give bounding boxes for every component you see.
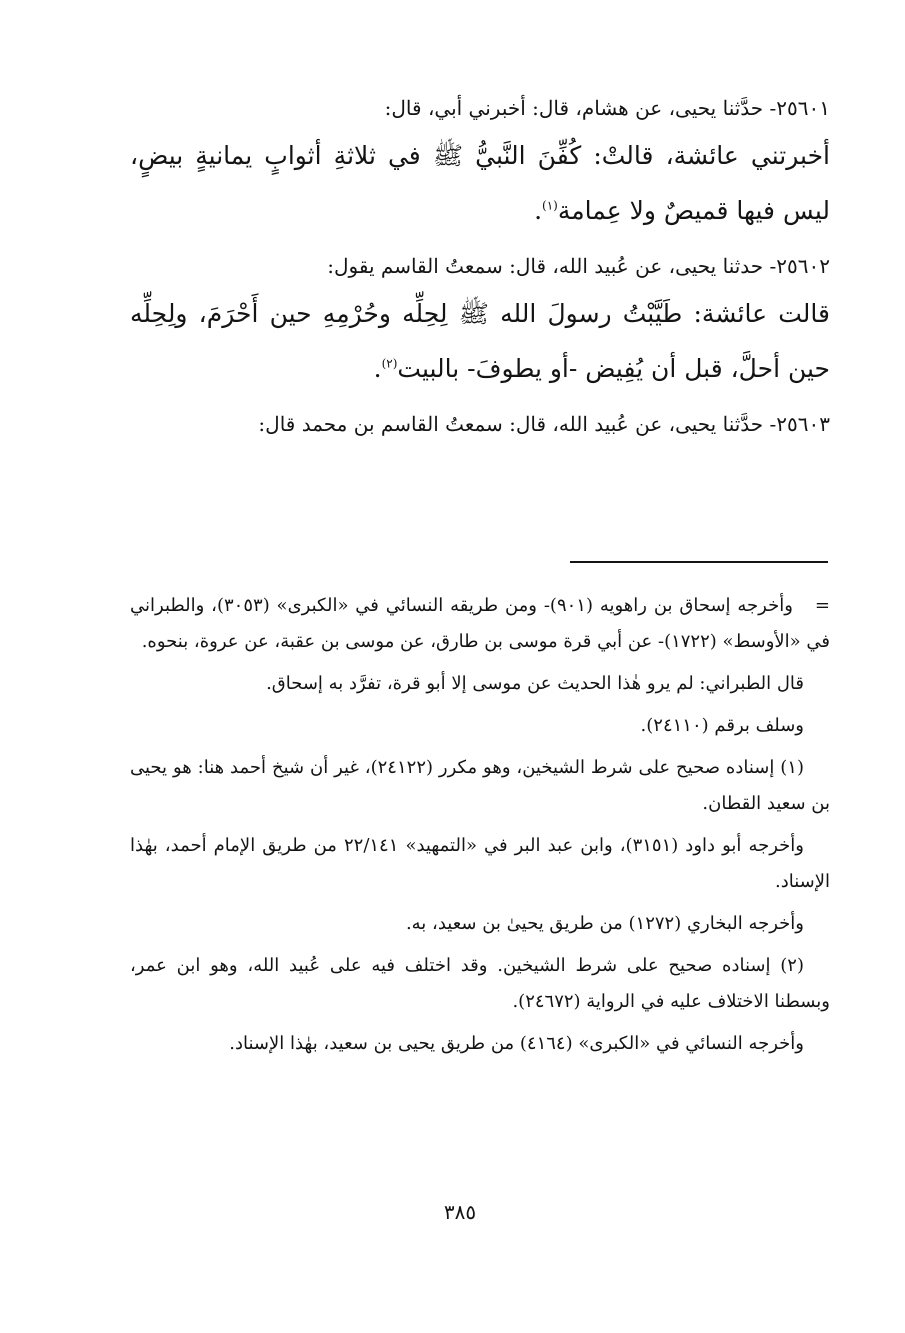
footnote-separator <box>570 561 828 563</box>
hadith-isnad: ٢٥٦٠١- حدَّثنا يحيى، عن هشام، قال: أخبرني أبي، قال: <box>384 96 830 120</box>
footnote-paragraph: (١) إسناده صحيح على شرط الشيخين، وهو مكرر (٢٤١٢٢)، غير أن شيخ أحمد هنا: هو يحيى بن سعيد القطان. <box>130 757 830 814</box>
footnote-paragraph: (٢) إسناده صحيح على شرط الشيخين. وقد اختلف فيه على عُبيد الله، وهو ابن عمر، وبسطنا الاختلاف عليه في الرواية (٢٤٦٧٢). <box>130 955 830 1012</box>
hadith-isnad: ٢٥٦٠٣- حدَّثنا يحيى، عن عُبيد الله، قال: سمعتُ القاسم بن محمد قال: <box>258 412 830 436</box>
footnote-paragraph: وأخرجه البخاري (١٢٧٢) من طريق يحيىٰ بن سعيد، به. <box>405 913 804 934</box>
hadith-isnad: ٢٥٦٠٢- حدثنا يحيى، عن عُبيد الله، قال: سمعتُ القاسم يقول: <box>327 254 830 278</box>
hadith-25601 <box>130 88 830 238</box>
hadith-matn <box>130 286 830 396</box>
main-text <box>130 88 830 444</box>
page-number: ٣٨٥ <box>443 1200 477 1224</box>
footnote-text: وأخرجه إسحاق بن راهويه (٩٠١)- ومن طريقه النسائي في «الكبرى» (٣٠٥٣)، والطبراني في «الأوسط» (١٧٢٢)- عن أبي قرة موسى بن طارق، عن موسى بن عقبة، عن عروة، بنحوه. <box>130 595 830 652</box>
footnotes <box>130 588 830 1068</box>
footnote-paragraph: وأخرجه النسائي في «الكبرى» (٤١٦٤) من طريق يحيى بن سعيد، بهٰذا الإسناد. <box>229 1033 804 1054</box>
footnote-paragraph <box>130 588 830 660</box>
matn-end: . <box>534 196 543 225</box>
hadith-matn <box>130 128 830 238</box>
hadith-matn-text: قالت عائشة: طَيَّبْتُ رسولَ الله ﷺ لِحِلِّه وحُرْمِهِ حين أَحْرَمَ، ولِحِلِّه حين أحلَّ، قبل أن يُفِيض -أو يطوفَ- بالبيت <box>130 299 830 383</box>
footnote-marker: (٢) <box>381 356 398 371</box>
footnote-paragraph: قال الطبراني: لم يرو هٰذا الحديث عن موسى إلا أبو قرة، تفرَّد به إسحاق. <box>266 673 804 694</box>
hadith-25602 <box>130 246 830 396</box>
hadith-matn-text: أخبرتني عائشة، قالتْ: كُفِّنَ النَّبيُّ ﷺ في ثلاثةِ أثوابٍ يمانيةٍ بيضٍ، ليس فيها قميصٌ ولا عِمامة <box>130 141 830 225</box>
hadith-25603 <box>130 404 830 444</box>
footnote-paragraph: وسلف برقم (٢٤١١٠). <box>640 715 804 736</box>
footnote-paragraph: وأخرجه أبو داود (٣١٥١)، وابن عبد البر في «التمهيد» ٢٢/١٤١ من طريق الإمام أحمد، بهٰذا الإسناد. <box>130 835 830 892</box>
matn-end: . <box>373 354 382 383</box>
footnote-marker: (١) <box>542 198 558 213</box>
continuation-mark: = <box>814 595 831 616</box>
